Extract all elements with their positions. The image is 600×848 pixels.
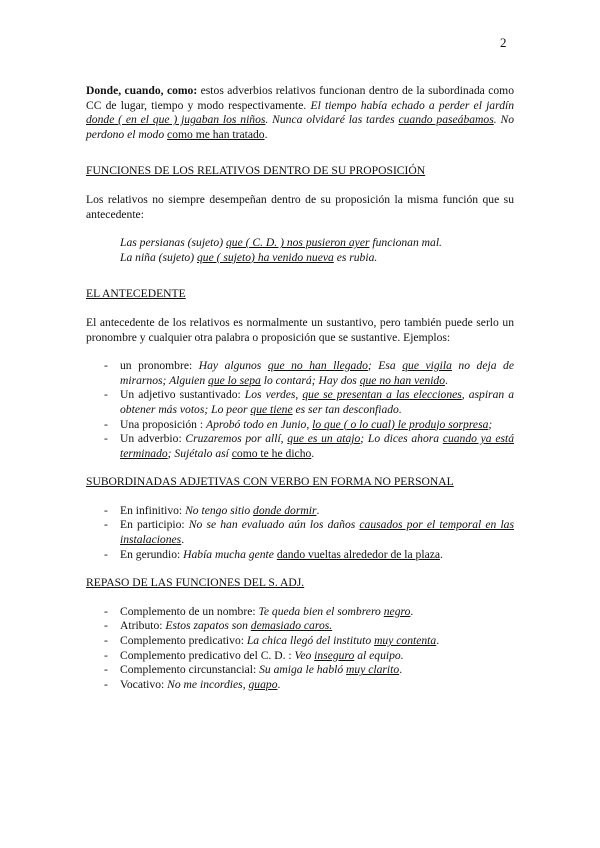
- list-item: - En participio: No se han evaluado aún los daños causados por el temporal en las instalaciones.: [104, 518, 514, 547]
- section-heading-subordinadas: SUBORDINADAS ADJETIVAS CON VERBO EN FORMA NO PERSONAL: [86, 475, 454, 489]
- list-item: - Complemento circunstancial: Su amiga le habló muy clarito.: [104, 663, 403, 677]
- example-line: La niña (sujeto) que ( sujeto) ha venido nueva es rubia.: [120, 250, 378, 264]
- list-item: - un pronombre: Hay algunos que no han llegado; Esa que vigila no deja de mirarnos; Alguien que lo sepa lo contará; Hay dos que no han venido.: [104, 359, 514, 387]
- section-heading-funciones: FUNCIONES DE LOS RELATIVOS DENTRO DE SU PROPOSICIÓN: [86, 164, 426, 178]
- list-item: - Atributo: Estos zapatos son demasiado caros.: [104, 619, 333, 633]
- section-funciones-intro: Los relativos no siempre desempeñan dentro de su proposición la misma función que su antecedente:: [86, 192, 514, 221]
- document-body: [86, 84, 514, 692]
- list-item: - Un adjetivo sustantivado: Los verdes, que se presentan a las elecciones, aspiran a obtener más votos; Lo peor que tiene es ser tan desconfiado.: [104, 388, 514, 416]
- page-number: 2: [500, 35, 507, 50]
- list-item: - Complemento predicativo del C. D. : Veo inseguro al equipo.: [104, 648, 404, 662]
- list-item: - Complemento predicativo: La chica llegó del instituto muy contenta.: [104, 634, 440, 648]
- list-item: - En infinitivo: No tengo sitio donde dormir.: [104, 503, 320, 517]
- relative-adverbs-paragraph: Donde, cuando, como: estos adverbios relativos funcionan dentro de la subordinada como CC de lugar, tiempo y modo respectivamente. El tiempo había echado a perder el jardín donde ( en el que ) jugaban los niños. Nunca olvidaré las tardes cuando paseábamos. No perdono el modo como me han tratado.: [86, 84, 515, 141]
- list-item: - Complemento de un nombre: Te queda bien el sombrero negro.: [104, 604, 414, 618]
- antecedente-list: [86, 359, 514, 461]
- list-item: - Vocativo: No me incordies, guapo.: [104, 677, 281, 691]
- list-item: - Una proposición : Aprobó todo en Junio, lo que ( o lo cual) le produjo sorpresa;: [104, 417, 493, 431]
- list-item: - En gerundio: Había mucha gente dando vueltas alrededor de la plaza.: [104, 547, 443, 561]
- section-antecedente-intro: El antecedente de los relativos es normalmente un sustantivo, pero también puede serlo un pronombre y cualquier otra palabra o proposición que se sustantive. Ejemplos:: [86, 315, 514, 344]
- section-heading-antecedente: EL ANTECEDENTE: [86, 287, 186, 301]
- section-heading-repaso: REPASO DE LAS FUNCIONES DEL S. ADJ.: [86, 576, 305, 590]
- list-item: - Un adverbio: Cruzaremos por allí, que es un atajo; Lo dices ahora cuando ya está terminado; Sujétalo así como te he dicho.: [104, 432, 515, 460]
- example-line: Las persianas (sujeto) que ( C. D. ) nos pusieron ayer funcionan mal.: [120, 236, 442, 250]
- repaso-list: [86, 605, 514, 693]
- subordinadas-list: [86, 504, 514, 562]
